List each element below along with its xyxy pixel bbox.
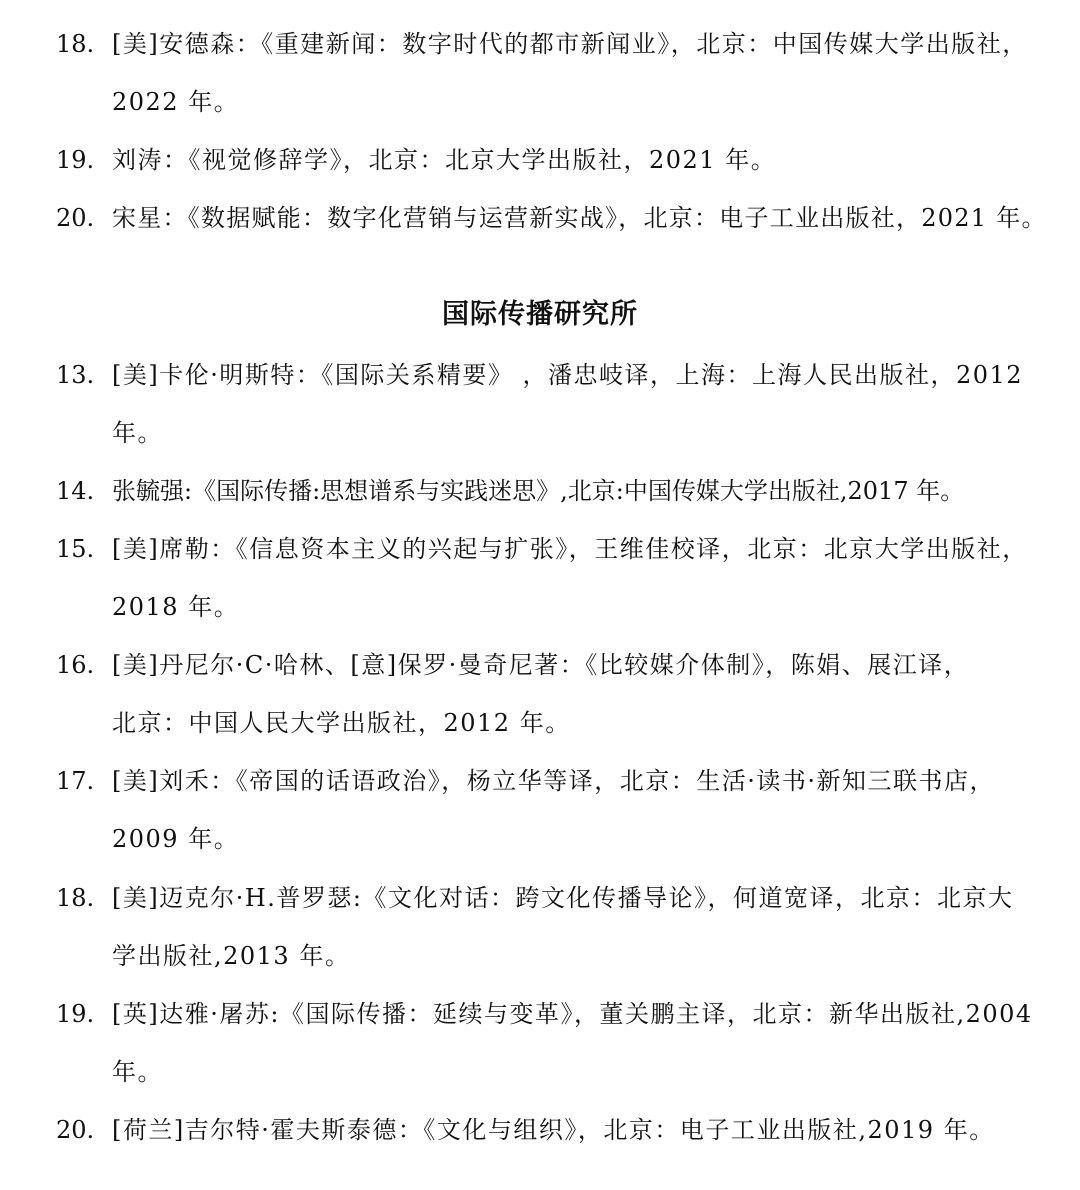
list-item bbox=[0, 189, 1080, 247]
item-text: 学出版社,2013 年。 bbox=[112, 942, 351, 970]
list-item bbox=[0, 869, 1080, 927]
list-item-continuation bbox=[0, 927, 1080, 985]
item-number: 20. bbox=[56, 204, 95, 232]
item-text: [荷兰]吉尔特·霍夫斯泰德：《文化与组织》，北京：电子工业出版社,2019 年。 bbox=[112, 1116, 995, 1144]
list-item bbox=[0, 636, 1080, 694]
item-number: 14. bbox=[56, 477, 95, 505]
item-number: 13. bbox=[56, 361, 95, 389]
item-text: [美]刘禾：《帝国的话语政治》，杨立华等译，北京：生活·读书·新知三联书店， bbox=[112, 767, 995, 795]
item-text: 年。 bbox=[112, 1058, 163, 1086]
item-text: [美]席勒：《信息资本主义的兴起与扩张》，王维佳校译，北京：北京大学出版社， bbox=[112, 535, 1028, 563]
item-text: [美]迈克尔·H.普罗瑟:《文化对话：跨文化传播导论》，何道宽译，北京：北京大 bbox=[112, 884, 1014, 912]
list-item-continuation bbox=[0, 73, 1080, 131]
item-text: 宋星：《数据赋能：数字化营销与运营新实战》，北京：电子工业出版社，2021 年。 bbox=[112, 204, 1047, 232]
item-number: 15. bbox=[56, 535, 95, 563]
item-number: 19. bbox=[56, 1000, 95, 1028]
item-number: 19. bbox=[56, 146, 95, 174]
item-text: [英]达雅·屠苏:《国际传播：延续与变革》，董关鹏主译，北京：新华出版社,2004 bbox=[112, 1000, 1033, 1028]
item-text: 北京：中国人民大学出版社，2012 年。 bbox=[112, 709, 571, 737]
item-text: [美]安德森：《重建新闻：数字时代的都市新闻业》，北京：中国传媒大学出版社， bbox=[112, 30, 1028, 58]
list-item-continuation bbox=[0, 1043, 1080, 1101]
item-text: 刘涛：《视觉修辞学》，北京：北京大学出版社，2021 年。 bbox=[112, 146, 777, 174]
list-item bbox=[0, 520, 1080, 578]
item-number: 18. bbox=[56, 30, 95, 58]
item-text: 年。 bbox=[112, 419, 163, 447]
item-text: 张毓强:《国际传播:思想谱系与实践迷思》,北京:中国传媒大学出版社,2017 年。 bbox=[112, 477, 965, 505]
list-item-continuation bbox=[0, 404, 1080, 462]
list-item bbox=[0, 15, 1080, 73]
list-item bbox=[0, 752, 1080, 810]
list-item-continuation bbox=[0, 694, 1080, 752]
item-number: 16. bbox=[56, 651, 95, 679]
list-item bbox=[0, 1101, 1080, 1159]
list-item-continuation bbox=[0, 578, 1080, 636]
item-number: 20. bbox=[56, 1116, 95, 1144]
item-text: [美]丹尼尔·C·哈林、[意]保罗·曼奇尼著：《比较媒介体制》，陈娟、展江译， bbox=[112, 651, 970, 679]
list-item bbox=[0, 985, 1080, 1043]
item-text: 2009 年。 bbox=[112, 825, 240, 853]
list-item bbox=[0, 346, 1080, 404]
list-item bbox=[0, 131, 1080, 189]
item-number: 17. bbox=[56, 767, 95, 795]
item-text: 2018 年。 bbox=[112, 593, 240, 621]
section-heading: 国际传播研究所 bbox=[442, 299, 638, 330]
item-text: [美]卡伦·明斯特：《国际关系精要》 ，潘忠岐译，上海：上海人民出版社，2012 bbox=[112, 361, 1024, 389]
list-item-continuation bbox=[0, 810, 1080, 868]
item-number: 18. bbox=[56, 884, 95, 912]
item-text: 2022 年。 bbox=[112, 88, 240, 116]
list-item bbox=[0, 462, 1080, 520]
